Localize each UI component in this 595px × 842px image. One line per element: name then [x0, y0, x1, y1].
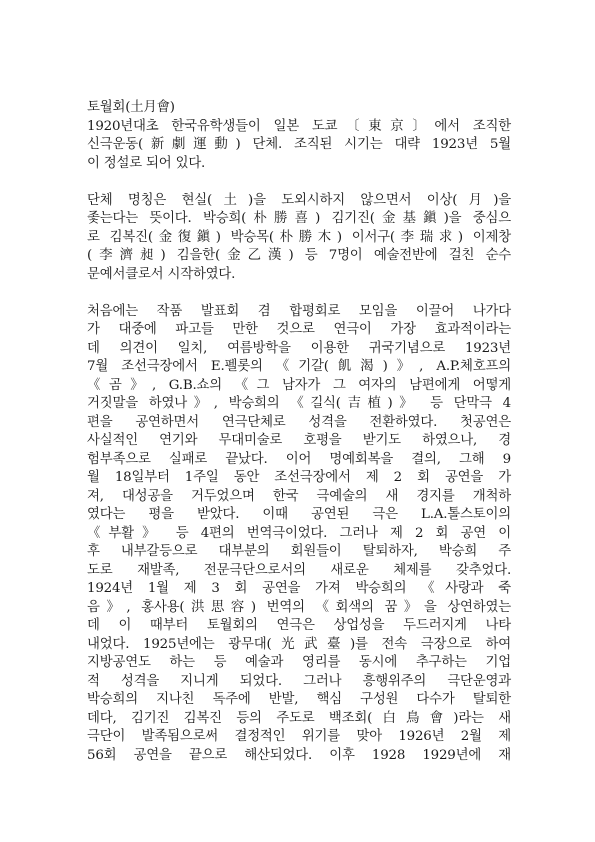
- text-line: 지방공연도 하는 등 예술과 영리를 동시에 추구하는 기업: [87, 655, 511, 670]
- paragraph-spacer: [87, 284, 511, 303]
- text-line: 험부족으로 실패로 끝났다. 이어 명예회복을 결의, 그해 9: [87, 451, 511, 467]
- text-line: 이 정설로 되어 있다.: [87, 155, 206, 171]
- paragraph-1: [87, 118, 511, 174]
- text-line: 사실적인 연기와 무대미술로 호평을 받기도 하였으나, 경: [87, 433, 511, 448]
- text-line: 단체 명칭은 현실(土)을 도외시하지 않으면서 이상(月)을: [87, 192, 511, 208]
- text-line: 음》, 홍사용(洪思容) 번역의 《회색의 꿈》을 상연하였는: [87, 599, 511, 615]
- text-line: 박승희의 지나친 독주에 반발, 핵심 구성원 다수가 탈퇴한: [87, 692, 511, 707]
- text-line: 《곰》, G.B.쇼의 《그 남자가 그 여자의 남편에게 어떻게: [87, 377, 511, 393]
- text-line: 데다, 김기진 김복진 등의 주도로 백조회(白鳥會)라는 새: [87, 710, 511, 726]
- text-line: 내었다. 1925년에는 광무대(光武臺)를 전속 극장으로 하여: [87, 636, 511, 652]
- text-line: 데 의견이 일치, 여름방학을 이용한 귀국기념으로 1923년: [87, 340, 511, 356]
- paragraph-spacer: [87, 173, 511, 192]
- text-line: 데 이 때부터 토월회의 연극은 상업성을 두드러지게 나타: [87, 618, 511, 633]
- text-line: (李濟昶) 김을한(金乙漢) 등 7명이 예술전반에 걸친 순수: [87, 248, 511, 263]
- text-line: 가 대중에 파고들 만한 것으로 연극이 가장 효과적이라는: [87, 322, 511, 337]
- text-line: 신극운동(新劇運動) 단체. 조직된 시기는 대략 1923년 5월: [87, 137, 511, 152]
- text-line: 도로 재발족, 전문극단으로서의 새로운 체제를 갖추었다.: [87, 562, 511, 578]
- text-line: 《부활》 등 4편의 번역극이었다. 그러나 제 2 회 공연 이: [87, 525, 511, 541]
- document-page: [87, 99, 511, 765]
- text-line: 후 내부갈등으로 대부분의 회원들이 탈퇴하자, 박승희 주: [87, 544, 511, 559]
- text-line: 편을 공연하면서 연극단체로 성격을 전환하였다. 첫공연은: [87, 414, 511, 430]
- text-line: 월 18일부터 1주일 동안 조선극장에서 제 2 회 공연을 가: [87, 470, 511, 485]
- text-line: 56회 공연을 끝으로 해산되었다. 이후 1928 1929년에 재: [87, 747, 511, 763]
- text-line: 좇는다는 뜻이다. 박승희(朴勝喜) 김기진(金基鎭)을 중심으: [87, 211, 511, 226]
- text-line: 7월 조선극장에서 E.펠롯의 《기갈(飢渴)》, A.P.체호프의: [87, 359, 511, 374]
- text-line: 였다는 평을 받았다. 이때 공연된 극은 L.A.톨스토이의: [87, 507, 511, 522]
- text-line: 거짓말을 하였나》, 박승희의 《길식(吉植)》 등 단막극 4: [87, 396, 511, 411]
- document-title: 토월회(土月會): [87, 100, 175, 115]
- text-line: 극단이 발족됨으로써 결정적인 위기를 맞아 1926년 2월 제: [87, 729, 511, 744]
- text-line: 문예서클로서 시작하였다.: [87, 266, 236, 282]
- text-line: 적 성격을 지니게 되었다. 그러나 흥행위주의 극단운영과: [87, 673, 511, 689]
- paragraph-3: [87, 303, 511, 766]
- text-line: 져, 대성공을 거두었으며 한국 극예술의 새 경지를 개척하: [87, 488, 511, 504]
- text-line: 1924년 1월 제 3 회 공연을 가져 박승희의 《사랑과 죽: [87, 581, 511, 596]
- text-line: 로 김복진(金復鎭) 박승목(朴勝木) 이서구(李瑞求) 이제창: [87, 229, 511, 245]
- paragraph-2: [87, 192, 511, 285]
- text-line: 1920년대초 한국유학생들이 일본 도쿄〔東京〕에서 조직한: [87, 118, 511, 134]
- text-line: 처음에는 작품 발표회 겸 합평회로 모임을 이끌어 나가다: [87, 303, 511, 319]
